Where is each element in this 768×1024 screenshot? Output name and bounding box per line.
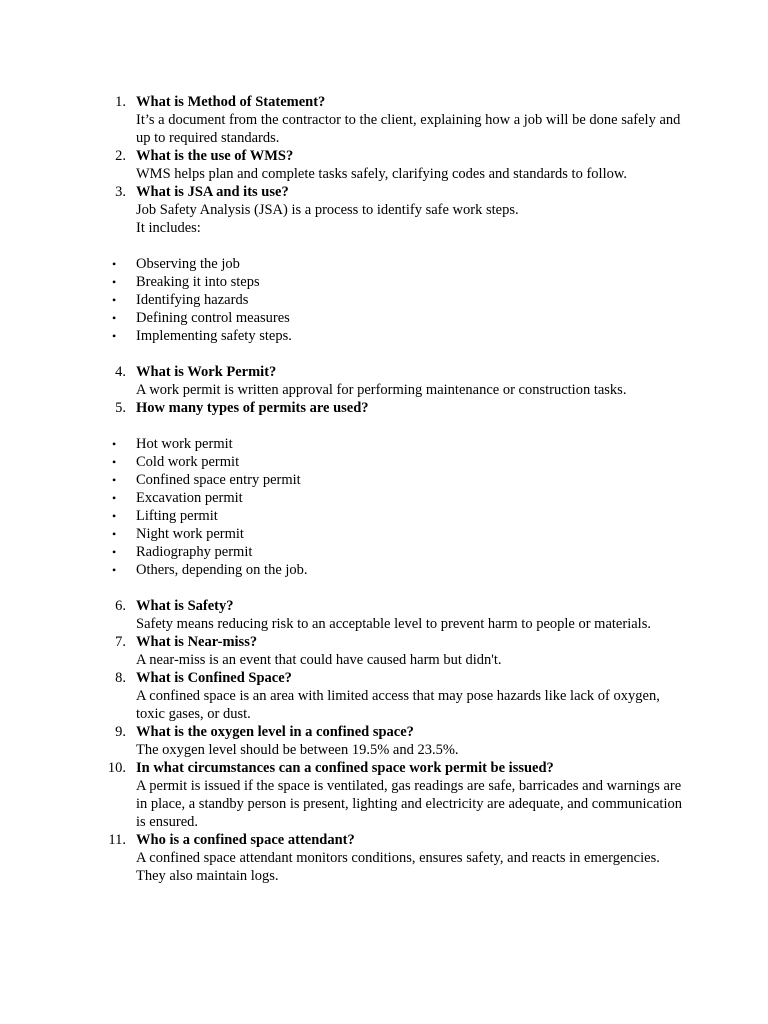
question-title: What is JSA and its use? bbox=[136, 184, 289, 200]
bullet-icon: • bbox=[112, 527, 117, 541]
question-item bbox=[0, 633, 686, 669]
bullet-text: Observing the job bbox=[136, 256, 240, 272]
answer-text: A work permit is written approval for performing maintenance or construction tasks. bbox=[136, 382, 627, 398]
question-number: 7. bbox=[115, 634, 126, 650]
question-number: 5. bbox=[115, 400, 126, 416]
question-item bbox=[0, 723, 686, 759]
question-title: What is Work Permit? bbox=[136, 364, 277, 380]
bullet-text: Identifying hazards bbox=[136, 292, 249, 308]
bullet-text: Night work permit bbox=[136, 526, 244, 542]
bullet-item bbox=[0, 309, 768, 327]
question-number: 10. bbox=[107, 760, 126, 776]
question-item bbox=[0, 831, 686, 885]
bullet-item bbox=[0, 507, 768, 525]
answer-text: A confined space is an area with limited access that may pose hazards like lack of oxygen, toxic gases, or dust. bbox=[136, 688, 660, 722]
answer-text: A permit is issued if the space is ventilated, gas readings are safe, barricades and warnings are in place, a standby person is present, lighting and electricity are adequate, and communication is ensured. bbox=[136, 778, 682, 830]
question-title: What is Method of Statement? bbox=[136, 94, 326, 110]
bullet-list bbox=[0, 255, 768, 345]
answer-text: A near-miss is an event that could have caused harm but didn't. bbox=[136, 652, 502, 668]
answer-text: A confined space attendant monitors conditions, ensures safety, and reacts in emergencies. They also maintain logs. bbox=[136, 850, 660, 884]
question-title: How many types of permits are used? bbox=[136, 400, 369, 416]
bullet-text: Excavation permit bbox=[136, 490, 243, 506]
bullet-icon: • bbox=[112, 491, 117, 505]
question-item bbox=[0, 183, 686, 237]
question-title: Who is a confined space attendant? bbox=[136, 832, 355, 848]
bullet-text: Breaking it into steps bbox=[136, 274, 260, 290]
bullet-icon: • bbox=[112, 437, 117, 451]
bullet-text: Radiography permit bbox=[136, 544, 253, 560]
question-number: 1. bbox=[115, 94, 126, 110]
bullet-text: Implementing safety steps. bbox=[136, 328, 292, 344]
question-item bbox=[0, 399, 686, 417]
question-number: 8. bbox=[115, 670, 126, 686]
question-title: What is the oxygen level in a confined space? bbox=[136, 724, 414, 740]
question-item bbox=[0, 597, 686, 633]
bullet-icon: • bbox=[112, 257, 117, 271]
question-item bbox=[0, 759, 686, 831]
bullet-icon: • bbox=[112, 455, 117, 469]
answer-text: It includes: bbox=[136, 220, 201, 236]
answer-text: WMS helps plan and complete tasks safely, clarifying codes and standards to follow. bbox=[136, 166, 627, 182]
question-title: What is Near-miss? bbox=[136, 634, 258, 650]
bullet-icon: • bbox=[112, 545, 117, 559]
bullet-text: Others, depending on the job. bbox=[136, 562, 308, 578]
bullet-item bbox=[0, 543, 768, 561]
bullet-icon: • bbox=[112, 275, 117, 289]
bullet-item bbox=[0, 453, 768, 471]
question-title: In what circumstances can a confined space work permit be issued? bbox=[136, 760, 554, 776]
answer-text: It’s a document from the contractor to the client, explaining how a job will be done safely and up to required standards. bbox=[136, 112, 681, 146]
bullet-text: Cold work permit bbox=[136, 454, 240, 470]
bullet-icon: • bbox=[112, 293, 117, 307]
question-item bbox=[0, 363, 686, 399]
question-title: What is Confined Space? bbox=[136, 670, 292, 686]
bullet-item bbox=[0, 471, 768, 489]
bullet-icon: • bbox=[112, 473, 117, 487]
bullet-item bbox=[0, 489, 768, 507]
bullet-icon: • bbox=[112, 311, 117, 325]
question-item bbox=[0, 669, 686, 723]
question-item bbox=[0, 93, 686, 147]
question-number: 2. bbox=[115, 148, 126, 164]
bullet-text: Hot work permit bbox=[136, 436, 233, 452]
question-title: What is the use of WMS? bbox=[136, 148, 294, 164]
question-number: 9. bbox=[115, 724, 126, 740]
bullet-item bbox=[0, 561, 768, 579]
answer-text: Job Safety Analysis (JSA) is a process to identify safe work steps. bbox=[136, 202, 519, 218]
bullet-icon: • bbox=[112, 563, 117, 577]
bullet-text: Confined space entry permit bbox=[136, 472, 301, 488]
bullet-item bbox=[0, 273, 768, 291]
bullet-item bbox=[0, 435, 768, 453]
question-number: 6. bbox=[115, 598, 126, 614]
bullet-item bbox=[0, 327, 768, 345]
answer-text: The oxygen level should be between 19.5% and 23.5%. bbox=[136, 742, 459, 758]
document-page bbox=[0, 93, 768, 885]
bullet-text: Defining control measures bbox=[136, 310, 290, 326]
bullet-item bbox=[0, 255, 768, 273]
question-number: 3. bbox=[115, 184, 126, 200]
answer-text: Safety means reducing risk to an acceptable level to prevent harm to people or materials. bbox=[136, 616, 651, 632]
bullet-icon: • bbox=[112, 509, 117, 523]
question-number: 4. bbox=[115, 364, 126, 380]
bullet-list bbox=[0, 435, 768, 579]
bullet-icon: • bbox=[112, 329, 117, 343]
qa-list bbox=[0, 93, 768, 885]
question-item bbox=[0, 147, 686, 183]
question-title: What is Safety? bbox=[136, 598, 234, 614]
bullet-item bbox=[0, 291, 768, 309]
bullet-item bbox=[0, 525, 768, 543]
bullet-text: Lifting permit bbox=[136, 508, 218, 524]
question-number: 11. bbox=[108, 832, 126, 848]
